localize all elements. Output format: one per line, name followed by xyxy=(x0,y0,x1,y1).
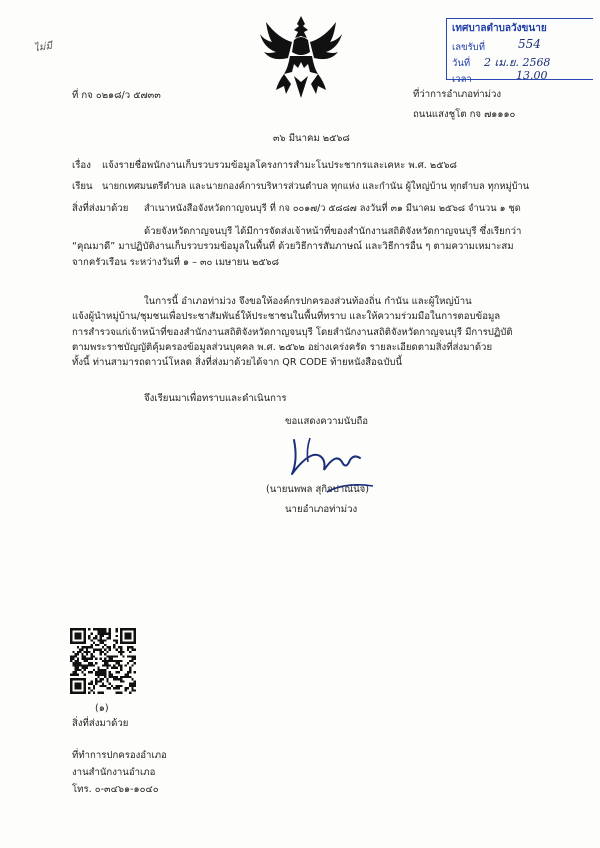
paragraph-line: ทั้งนี้ ท่านสามารถดาวน์โหลด สิ่งที่ส่งมาด้วยได้จาก QR CODE ท้ายหนังสือฉบับนี้ xyxy=(72,357,403,369)
closing-request: จึงเรียนมาเพื่อทราบและดำเนินการ xyxy=(144,393,287,404)
stamp-date-value: 2 เม.ย. 2568 xyxy=(484,56,551,69)
receiving-stamp xyxy=(446,18,596,98)
footer-office: ที่ทำการปกครองอำเภอ xyxy=(72,750,167,761)
signature xyxy=(280,430,370,482)
stamp-time-label: เวลา xyxy=(452,74,472,85)
paragraph-line: “คุณมาดี” มาปฏิบัติงานเก็บรวบรวมข้อมูลในพื้นที่ ด้วยวิธีการสัมภาษณ์ และวิธีการอื่น ๆ ตามความเหมาะสม xyxy=(72,241,514,253)
garuda-emblem xyxy=(258,12,344,100)
subject-label: เรื่อง xyxy=(72,160,91,171)
paragraph-line: ตามพระราชบัญญัติคุ้มครองข้อมูลส่วนบุคคล พ.ศ. ๒๕๖๒ อย่างเคร่งครัด รายละเอียดตามสิ่งที่ส่งมาด้วย xyxy=(72,341,493,353)
to-label: เรียน xyxy=(72,181,93,192)
stamp-received-label: เลขรับที่ xyxy=(452,42,485,53)
paragraph-line: แจ้งผู้นำหมู่บ้าน/ชุมชนเพื่อประชาสัมพันธ์ให้ประชาชนในพื้นที่ทราบ และให้ความร่วมมือในการตอบข้อมูล xyxy=(72,311,501,323)
closing-salutation: ขอแสดงความนับถือ xyxy=(285,416,369,427)
qr-caption: (๑) xyxy=(95,703,109,714)
enclosure-label: สิ่งที่ส่งมาด้วย xyxy=(72,203,129,214)
stamp-date-label: วันที่ xyxy=(452,58,471,69)
paragraph-line: ด้วยจังหวัดกาญจนบุรี ได้มีการจัดส่งเจ้าหน้าที่ของสำนักงานสถิติจังหวัดกาญจนบุรี ซึ่งเรียกว่า xyxy=(144,226,522,237)
footer-telephone: โทร. ๐-๓๔๖๑-๑๐๔๐ xyxy=(72,784,159,795)
stamp-title: เทศบาลตำบลวังขนาย xyxy=(452,23,547,34)
document-number: ที่ กจ ๐๒๑๘/ว ๕๗๓๓ xyxy=(72,90,161,101)
stamp-time-value: 13.00 xyxy=(516,69,548,82)
signer-name: (นายนพพล สุกิจปาณีนิจ) xyxy=(266,484,370,495)
subject-text: แจ้งรายชื่อพนักงานเก็บรวบรวมข้อมูลโครงการสำมะโนประชากรและเคหะ พ.ศ. ๒๕๖๘ xyxy=(102,160,457,171)
paragraph-line: จากครัวเรือน ระหว่างวันที่ ๑ – ๓๐ เมษายน ๒๕๖๘ xyxy=(72,256,280,268)
paragraph-line: การสำรวจแก่เจ้าหน้าที่ของสำนักงานสถิติจังหวัดกาญจนบุรี โดยสำนักงานสถิติจังหวัดกาญจนบุรี มีการปฏิบัติ xyxy=(72,326,513,338)
margin-note: ไม่มี xyxy=(33,40,53,55)
qr-enclosure-note: สิ่งที่ส่งมาด้วย xyxy=(72,718,129,729)
sender-address-line2: ถนนแสงชูโต กจ ๗๑๑๑๐ xyxy=(413,109,516,120)
enclosure-text: สำเนาหนังสือจังหวัดกาญจนบุรี ที่ กจ ๐๐๑๗/ว ๕๘๘๗ ลงวันที่ ๓๑ มีนาคม ๒๕๖๘ จำนวน ๑ ชุด xyxy=(144,203,521,214)
body-paragraph-2 xyxy=(72,294,532,370)
signer-title: นายอำเภอท่าม่วง xyxy=(285,504,358,515)
signer-name-strike xyxy=(325,480,375,496)
sender-address-line1: ที่ว่าการอำเภอท่าม่วง xyxy=(413,89,502,100)
body-paragraph-1 xyxy=(72,224,532,270)
document-date: ๓๖ มีนาคม ๒๕๖๘ xyxy=(273,133,350,144)
footer-unit: งานสำนักงานอำเภอ xyxy=(72,767,156,778)
stamp-received-number: 554 xyxy=(518,37,541,51)
paragraph-line: ในการนี้ อำเภอท่าม่วง จึงขอให้องค์กรปกครองส่วนท้องถิ่น กำนัน และผู้ใหญ่บ้าน xyxy=(144,296,472,307)
qr-code[interactable] xyxy=(70,628,136,694)
to-text: นายกเทศมนตรีตำบล และนายกองค์การบริหารส่วนตำบล ทุกแห่ง และกำนัน ผู้ใหญ่บ้าน ทุกตำบล ทุกหมู่บ้าน xyxy=(102,181,530,192)
